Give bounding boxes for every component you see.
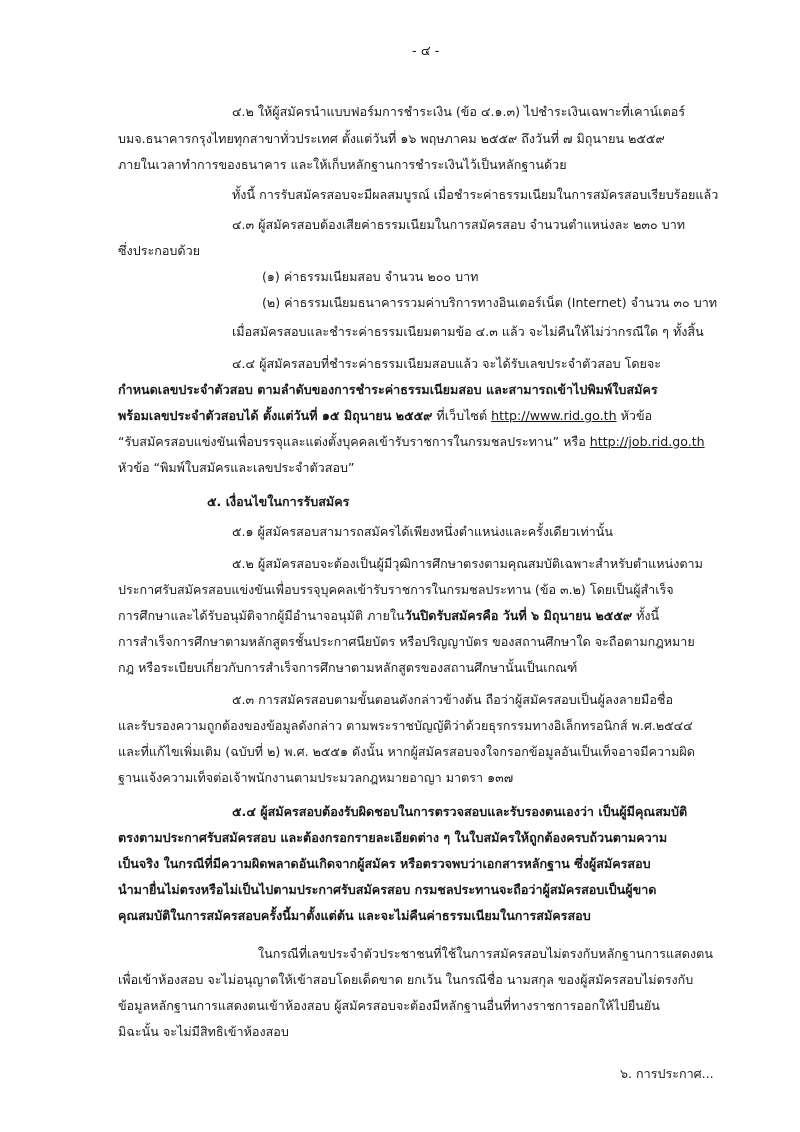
para-5-1-line-1: ๕.๑ ผู้สมัครสอบสามารถสมัครได้เพียงหนึ่งตำแหน่งและครั้งเดียวเท่านั้น: [232, 524, 613, 539]
approval-text: การศึกษาและได้รับอนุมัติจากผู้มีอำนาจอนุมัติ ภายใน: [118, 608, 405, 623]
para-id-line-1: ในกรณีที่เลขประจำตัวประชาชนที่ใช้ในการสมัครสอบไม่ตรงกับหลักฐานการแสดงตน: [258, 946, 713, 961]
para-4-3-line-2: ซึ่งประกอบด้วย: [118, 243, 201, 258]
para-4-3-line-3: เมื่อสมัครสอบและชำระค่าธรรมเนียมตามข้อ ๔.๓ แล้ว จะไม่คืนให้ไม่ว่ากรณีใด ๆ ทั้งสิ้น: [232, 324, 704, 339]
job-website-link[interactable]: http://job.rid.go.th: [589, 434, 705, 449]
website-label: ที่เว็บไซต์: [432, 408, 492, 423]
approval-end: ทั้งนี้: [632, 608, 660, 623]
rid-website-link[interactable]: http://www.rid.go.th: [491, 408, 617, 423]
para-5-3-line-2: และรับรองความถูกต้องของข้อมูลดังกล่าว ตามพระราชบัญญัติว่าด้วยธุรกรรมทางอิเล็กทรอนิกส์ พ.ศ.๒๕๔๔: [118, 718, 693, 733]
para-4-2-line-1: ๔.๒ ให้ผู้สมัครนำแบบฟอร์มการชำระเงิน (ข้อ ๔.๑.๓) ไปชำระเงินเฉพาะที่เคาน์เตอร์: [232, 104, 686, 119]
para-5-3-line-4: ฐานแจ้งความเท็จต่อเจ้าพนักงานตามประมวลกฎหมายอาญา มาตรา ๑๓๗: [118, 770, 514, 785]
continuation-marker: ๖. การประกาศ...: [620, 1066, 714, 1081]
para-4-3-item-2: (๒) ค่าธรรมเนียมธนาคารรวมค่าบริการทางอินเตอร์เน็ต (Internet) จำนวน ๓๐ บาท: [262, 295, 718, 310]
registration-date-text: พร้อมเลขประจำตัวสอบได้ ตั้งแต่วันที่ ๑๕ มิถุนายน ๒๕๕๙: [118, 408, 433, 423]
para-5-4-line-1: ๕.๔ ผู้สมัครสอบต้องรับผิดชอบในการตรวจสอบและรับรองตนเองว่า เป็นผู้มีคุณสมบัติ: [232, 804, 688, 819]
topic-title-text: “รับสมัครสอบแข่งขันเพื่อบรรจุและแต่งตั้งบุคคลเข้ารับราชการในกรมชลประทาน” หรือ: [118, 434, 590, 449]
para-5-4-line-5: คุณสมบัติในการสมัครสอบครั้งนี้มาตั้งแต่ต้น และจะไม่คืนค่าธรรมเนียมในการสมัครสอบ: [118, 908, 591, 923]
para-4-4-line-5: หัวข้อ “พิมพ์ใบสมัครและเลขประจำตัวสอบ”: [118, 460, 355, 475]
para-4-2-line-4: ทั้งนี้ การรับสมัครสอบจะมีผลสมบูรณ์ เมื่อชำระค่าธรรมเนียมในการสมัครสอบเรียบร้อยแล้ว: [232, 187, 719, 202]
para-4-4-line-2: กำหนดเลขประจำตัวสอบ ตามลำดับของการชำระค่าธรรมเนียมสอบ และสามารถเข้าไปพิมพ์ใบสมัคร: [118, 382, 658, 397]
page-number: - ๔ -: [412, 44, 440, 59]
para-5-2-line-5: กฎ หรือระเบียบเกี่ยวกับการสำเร็จการศึกษาตามหลักสูตรของสถานศึกษานั้นเป็นเกณฑ์: [118, 660, 578, 675]
para-4-2-line-2: บมจ.ธนาคารกรุงไทยทุกสาขาทั่วประเทศ ตั้งแต่วันที่ ๑๖ พฤษภาคม ๒๕๕๙ ถึงวันที่ ๗ มิถุนายน ๒๕๕๙: [118, 131, 665, 146]
section-5-title: ๕. เงื่อนไขในการรับสมัคร: [207, 494, 350, 509]
para-id-line-4: มิฉะนั้น จะไม่มีสิทธิเข้าห้องสอบ: [118, 1024, 289, 1039]
para-4-3-line-1: ๔.๓ ผู้สมัครสอบต้องเสียค่าธรรมเนียมในการสมัครสอบ จำนวนตำแหน่งละ ๒๓๐ บาท: [232, 217, 686, 232]
para-5-3-line-1: ๕.๓ การสมัครสอบตามขั้นตอนดังกล่าวข้างต้น ถือว่าผู้สมัครสอบเป็นผู้ลงลายมือชื่อ: [232, 692, 674, 707]
para-5-2-line-2: ประกาศรับสมัครสอบแข่งขันเพื่อบรรจุบุคคลเข้ารับราชการในกรมชลประทาน (ข้อ ๓.๒) โดยเป็นผู้สำเร็จ: [118, 582, 674, 597]
para-5-4-line-4: นำมายื่นไม่ตรงหรือไม่เป็นไปตามประกาศรับสมัครสอบ กรมชลประทานจะถือว่าผู้สมัครสอบเป็นผู้ขาด: [118, 882, 657, 897]
para-5-4-line-3: เป็นจริง ในกรณีที่มีความผิดพลาดอันเกิดจากผู้สมัคร หรือตรวจพบว่าเอกสารหลักฐาน ซึ่งผู้สมัครสอบ: [118, 856, 651, 871]
para-4-4-line-3: [118, 406, 652, 426]
para-4-4-line-4: [118, 432, 705, 452]
para-4-4-line-1: ๔.๔ ผู้สมัครสอบที่ชำระค่าธรรมเนียมสอบแล้ว จะได้รับเลขประจำตัวสอบ โดยจะ: [232, 356, 662, 371]
para-5-2-line-3: [118, 606, 659, 626]
para-5-2-line-4: การสำเร็จการศึกษาตามหลักสูตรชั้นประกาศนียบัตร หรือปริญญาบัตร ของสถานศึกษาใด จะถือตามกฎหมาย: [118, 634, 695, 649]
para-5-2-line-1: ๕.๒ ผู้สมัครสอบจะต้องเป็นผู้มีวุฒิการศึกษาตรงตามคุณสมบัติเฉพาะสำหรับตำแหน่งตาม: [232, 556, 703, 571]
para-5-3-line-3: และที่แก้ไขเพิ่มเติม (ฉบับที่ ๒) พ.ศ. ๒๕๕๑ ดังนั้น หากผู้สมัครสอบจงใจกรอกข้อมูลอันเป็นเท็จอาจมีความผิด: [118, 744, 695, 759]
topic-label: หัวข้อ: [616, 408, 653, 423]
para-id-line-2: เพื่อเข้าห้องสอบ จะไม่อนุญาตให้เข้าสอบโดยเด็ดขาด ยกเว้น ในกรณีชื่อ นามสกุล ของผู้สมัครสอบไม่ตรงกับ: [118, 972, 694, 987]
para-4-3-item-1: (๑) ค่าธรรมเนียมสอบ จำนวน ๒๐๐ บาท: [262, 269, 479, 284]
para-4-2-line-3: ภายในเวลาทำการของธนาคาร และให้เก็บหลักฐานการชำระเงินไว้เป็นหลักฐานด้วย: [118, 157, 567, 172]
closing-date-text: วันปิดรับสมัครคือ วันที่ ๖ มิถุนายน ๒๕๕๙: [404, 608, 633, 623]
para-id-line-3: ข้อมูลหลักฐานการแสดงตนเข้าห้องสอบ ผู้สมัครสอบจะต้องมีหลักฐานอื่นที่ทางราชการออกให้ไปยืนยัน: [118, 998, 660, 1013]
para-5-4-line-2: ตรงตามประกาศรับสมัครสอบ และต้องกรอกรายละเอียดต่าง ๆ ในใบสมัครให้ถูกต้องครบถ้วนตามความ: [118, 830, 668, 845]
